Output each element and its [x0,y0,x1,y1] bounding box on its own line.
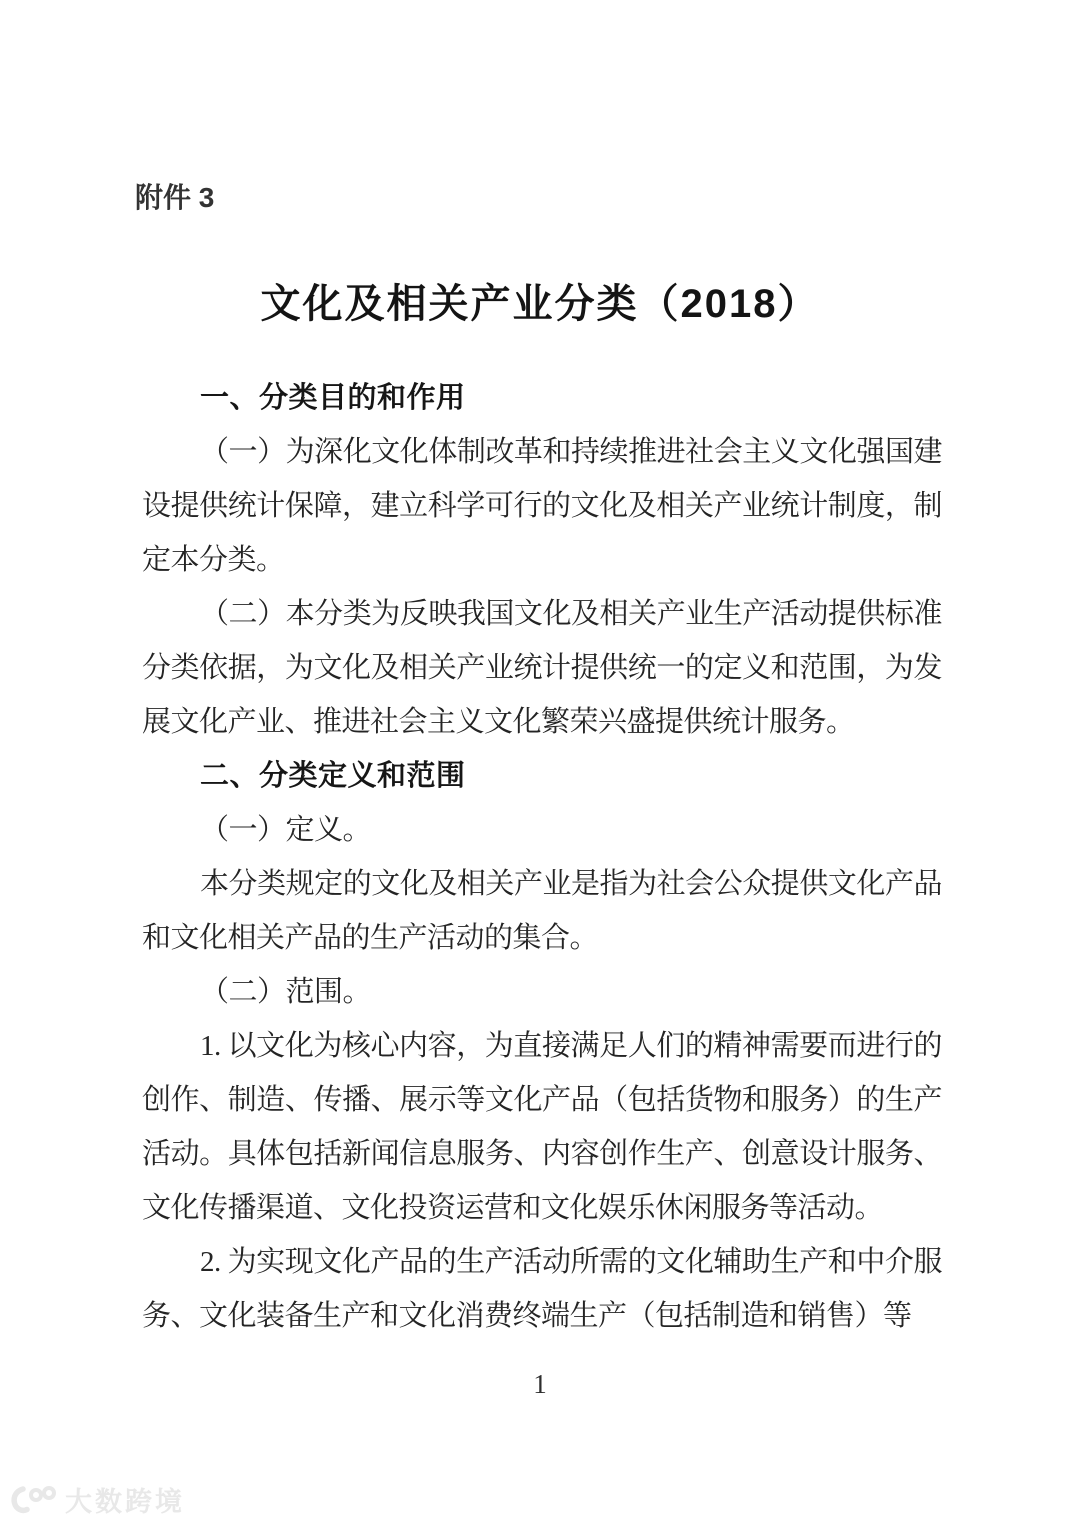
paragraph-scope-1: 1. 以文化为核心内容，为直接满足人们的精神需要而进行的创作、制造、传播、展示等文化产品（包括货物和服务）的生产活动。具体包括新闻信息服务、内容创作生产、创意设计服务、文化传播渠道、文化投资运营和文化娱乐休闲服务等活动。 [142,1030,942,1224]
paragraph-scope-2: 2. 为实现文化产品的生产活动所需的文化辅助生产和中介服务、文化装备生产和文化消费终端生产（包括制造和销售）等 [142,1246,942,1332]
subheading-definition: （一）定义。 [200,814,372,846]
section-heading-1: 一、分类目的和作用 [200,382,466,414]
subheading-scope: （二）范围。 [200,976,372,1008]
page-number: 1 [533,1369,547,1399]
paragraph-purpose-1: （一）为深化文化体制改革和持续推进社会主义文化强国建设提供统计保障，建立科学可行的文化及相关产业统计制度，制定本分类。 [142,436,942,576]
paragraph-definition: 本分类规定的文化及相关产业是指为社会公众提供文化产品和文化相关产品的生产活动的集合。 [142,868,942,954]
document-title: 文化及相关产业分类（2018） [260,282,820,326]
watermark [10,1480,185,1519]
document-body [142,371,942,1343]
watermark-text: 大数跨境 [65,1487,185,1517]
watermark-logo-icon [10,1484,58,1516]
section-heading-2: 二、分类定义和范围 [200,760,466,792]
paragraph-purpose-2: （二）本分类为反映我国文化及相关产业生产活动提供标准分类依据，为文化及相关产业统计提供统一的定义和范围，为发展文化产业、推进社会主义文化繁荣兴盛提供统计服务。 [142,598,942,738]
attachment-label: 附件 3 [135,182,215,213]
